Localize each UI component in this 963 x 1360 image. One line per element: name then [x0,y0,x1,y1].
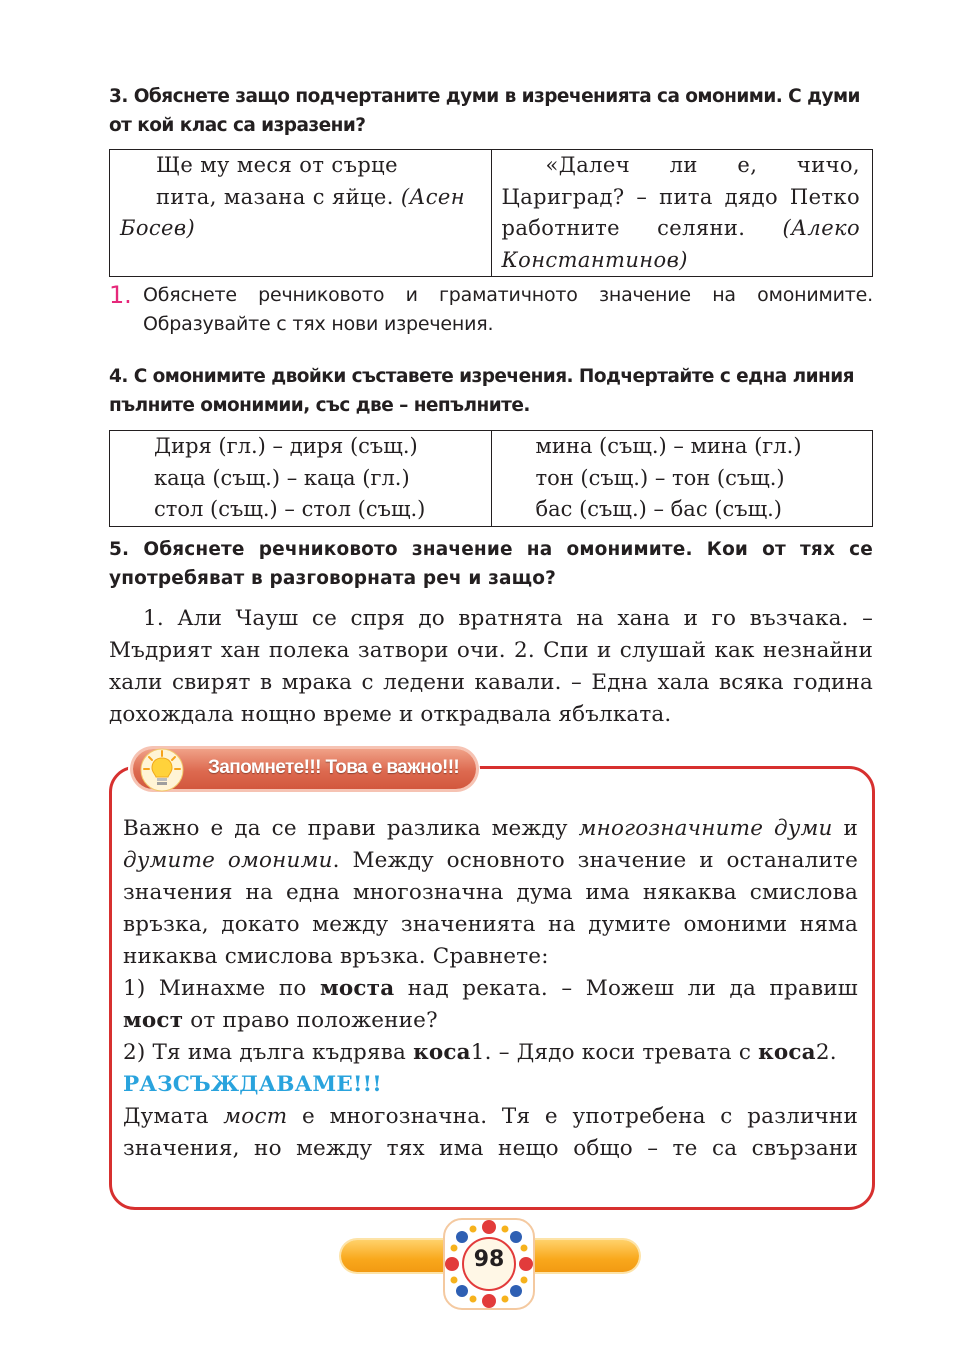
poem-line-1: Ще му меся от сърце [156,153,398,177]
pair-4: мина (същ.) – мина (гл.) [535,434,802,458]
pair-1: Диря (гл.) – диря (същ.) [154,434,418,458]
rem-ex1-word-1: моста [319,976,395,1001]
pair-5: тон (същ.) – тон (същ.) [535,465,785,490]
rem-ex1-c: над реката. – Можеш ли да правиш [407,976,858,1001]
pair-2: каца (същ.) – каца (гл.) [154,465,410,490]
task-5-passage [109,603,873,731]
task-4-title: 4. С омонимите двойки съставете изречения. Подчертайте с една линия пълните омонимии, със две – непълните. [109,366,854,416]
poem-author-part-2: Босев) [120,216,196,240]
lightbulb-icon [140,748,184,792]
remember-label: Запомнете!!! Това е важно!!! [208,757,460,778]
rem-ex2-a: 2) Тя има дълга къдрява [123,1040,407,1065]
remember-heading: РАЗСЪЖДАВАМЕ!!! [123,1072,382,1097]
rem-p3-term: мост [223,1104,288,1129]
pair-3: стол (същ.) – стол (същ.) [154,497,426,521]
poem-line-2 [110,182,491,214]
rem-p1-e: . Между основното значение и останалите значения на една многозначна дума има някаква смислова връзка, докато между значенията на думите омоними няма никаква смислова връзка. Сравнете: [123,848,858,969]
task-5-title: 5. Обяснете речниковото значение на омонимите. Кои от тях се употребяват в разговорната реч и защо? [109,539,873,589]
rem-ex1-word-2: мост [123,1008,184,1033]
task-3-left-cell [110,150,492,277]
rem-p1-a: Важно е да се прави разлика между [123,816,568,841]
remember-example-1 [123,973,858,1037]
rem-ex2-word-1: коса [413,1040,471,1065]
remember-example-2 [123,1037,858,1069]
rem-ex1-a: 1) Минахме по [123,976,307,1001]
poem-line-2-text: пита, мазана с яйце. [156,184,394,209]
rem-ex2-e: 2. [815,1040,837,1065]
task-4-table [109,430,873,527]
remember-body [123,813,858,1165]
remember-paragraph-1 [123,813,858,973]
rem-p1-c: и [843,816,858,841]
rem-ex1-e: от право положение? [190,1008,438,1033]
task-4-left-cell [110,431,492,527]
rem-p3-c: е многозначна. Тя е употребена с различни значения, но между тях има нещо общо – те са свързани [123,1104,858,1161]
rem-p3-a: Думата [123,1104,209,1129]
note-1-text: Обяснете речниковото и граматичното значение на омонимите. Образувайте с тях нови изречения. [143,284,873,335]
rem-ex2-c: 1. – Дядо коси тревата с [470,1040,752,1065]
quote-text: «Далеч ли е, чичо, Цариград? – пита дядо Петко работните селяни. [501,153,860,240]
rem-term-homonyms: думите омоними [123,848,333,873]
passage-text: 1. Али Чауш се спря до вратнята на хана и го възчака. – Мъдрият хан полека затвори очи. 2. Спи и слушай как незнайни хали свирят в мрака с ледени кавали. – Една хала всяка година дохождала нощно време и открадвала ябълката. [109,606,873,727]
rem-ex2-word-2: коса [758,1040,816,1065]
pair-6: бас (същ.) – бас (същ.) [535,497,782,521]
poem-author-part-1: (Асен [400,184,465,209]
quote-block [492,150,873,276]
note-1-number: 1. [109,281,132,309]
quote-author: (Алеко Константинов) [501,216,861,272]
page-number: 98 [473,1247,505,1272]
rem-term-polysemous: многозначните думи [578,816,833,841]
remember-paragraph-3 [123,1101,858,1165]
task-3-table [109,149,873,277]
task-3-right-cell [491,150,873,277]
task-3-title: 3. Обяснете защо подчертаните думи в изреченията са омоними. С думи от кой клас са изразени? [109,86,860,136]
poem-author-line [110,213,491,245]
task-4-right-cell [491,431,873,527]
note-1 [109,281,873,339]
